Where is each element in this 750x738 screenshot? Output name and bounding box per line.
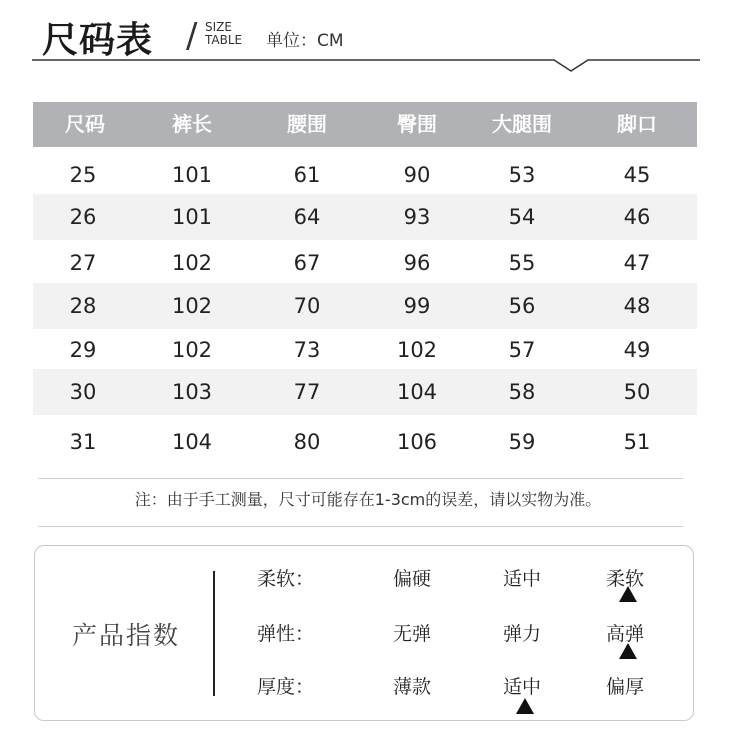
column-header-waist: 腰围 bbox=[287, 112, 327, 136]
table-row bbox=[33, 419, 697, 465]
table-row bbox=[33, 194, 697, 240]
index-option: 偏硬 bbox=[393, 568, 432, 590]
column-header-hem: 脚口 bbox=[617, 112, 657, 136]
index-option: 无弹 bbox=[393, 623, 432, 645]
table-row bbox=[33, 327, 697, 373]
cell-size: 26 bbox=[69, 205, 97, 229]
cell-hem: 47 bbox=[623, 251, 651, 275]
cell-hip: 90 bbox=[403, 163, 431, 187]
note-divider-bottom bbox=[38, 526, 683, 527]
column-header-hip: 臀围 bbox=[397, 112, 437, 136]
cell-size: 29 bbox=[69, 338, 97, 362]
cell-hip: 102 bbox=[396, 338, 438, 362]
cell-length: 101 bbox=[171, 205, 213, 229]
cell-hip: 93 bbox=[403, 205, 431, 229]
index-option: 柔软 bbox=[606, 568, 645, 590]
product-index-divider bbox=[213, 571, 215, 696]
title-slash: / bbox=[186, 16, 198, 56]
cell-waist: 80 bbox=[293, 430, 321, 454]
cell-size: 27 bbox=[69, 251, 97, 275]
cell-hem: 48 bbox=[623, 294, 651, 318]
cell-length: 102 bbox=[171, 294, 213, 318]
cell-waist: 67 bbox=[293, 251, 321, 275]
cell-hem: 50 bbox=[623, 380, 651, 404]
index-label-softness: 柔软： bbox=[257, 568, 315, 590]
cell-thigh: 59 bbox=[508, 430, 536, 454]
cell-thigh: 54 bbox=[508, 205, 536, 229]
cell-length: 101 bbox=[171, 163, 213, 187]
cell-thigh: 57 bbox=[508, 338, 536, 362]
cell-hip: 106 bbox=[396, 430, 438, 454]
column-header-size: 尺码 bbox=[65, 112, 105, 136]
index-option: 薄款 bbox=[393, 676, 432, 698]
cell-waist: 73 bbox=[293, 338, 321, 362]
table-header bbox=[33, 102, 697, 147]
index-label-thickness: 厚度： bbox=[257, 676, 315, 698]
cell-hem: 45 bbox=[623, 163, 651, 187]
column-header-thigh: 大腿围 bbox=[492, 112, 552, 136]
cell-hip: 96 bbox=[403, 251, 431, 275]
cell-hip: 104 bbox=[396, 380, 438, 404]
table-row bbox=[33, 152, 697, 198]
cell-length: 102 bbox=[171, 251, 213, 275]
cell-length: 103 bbox=[171, 380, 213, 404]
cell-waist: 61 bbox=[293, 163, 321, 187]
cell-hem: 46 bbox=[623, 205, 651, 229]
cell-length: 104 bbox=[171, 430, 213, 454]
cell-length: 102 bbox=[171, 338, 213, 362]
product-index-title: 产品指数 bbox=[72, 621, 181, 650]
cell-thigh: 53 bbox=[508, 163, 536, 187]
cell-waist: 64 bbox=[293, 205, 321, 229]
size-en-line2: TABLE bbox=[205, 33, 243, 47]
cell-hip: 99 bbox=[403, 294, 431, 318]
cell-size: 31 bbox=[69, 430, 97, 454]
selected-triangle-icon bbox=[516, 698, 534, 714]
index-option: 弹力 bbox=[503, 623, 542, 645]
unit-label: 单位：CM bbox=[266, 31, 344, 51]
column-header-length: 裤长 bbox=[172, 112, 212, 136]
cell-waist: 77 bbox=[293, 380, 321, 404]
size-en-line1: SIZE bbox=[205, 20, 232, 34]
index-label-elasticity: 弹性： bbox=[257, 623, 315, 645]
table-row bbox=[33, 240, 697, 286]
cell-size: 30 bbox=[69, 380, 97, 404]
cell-size: 28 bbox=[69, 294, 97, 318]
index-option: 偏厚 bbox=[606, 676, 645, 698]
cell-waist: 70 bbox=[293, 294, 321, 318]
table-row bbox=[33, 283, 697, 329]
cell-thigh: 58 bbox=[508, 380, 536, 404]
table-row bbox=[33, 369, 697, 415]
cell-hem: 49 bbox=[623, 338, 651, 362]
cell-thigh: 55 bbox=[508, 251, 536, 275]
selected-triangle-icon bbox=[619, 586, 637, 602]
index-option: 适中 bbox=[503, 676, 542, 698]
selected-triangle-icon bbox=[619, 643, 637, 659]
cell-thigh: 56 bbox=[508, 294, 536, 318]
size-table-english bbox=[205, 21, 242, 47]
header-divider bbox=[32, 52, 700, 74]
cell-hem: 51 bbox=[623, 430, 651, 454]
index-option: 适中 bbox=[503, 568, 542, 590]
page-title: 尺码表 bbox=[42, 20, 154, 61]
index-option: 高弹 bbox=[606, 623, 645, 645]
note-divider-top bbox=[38, 478, 683, 479]
measurement-note: 注：由于手工测量，尺寸可能存在1-3cm的误差，请以实物为准。 bbox=[134, 490, 602, 509]
cell-size: 25 bbox=[69, 163, 97, 187]
